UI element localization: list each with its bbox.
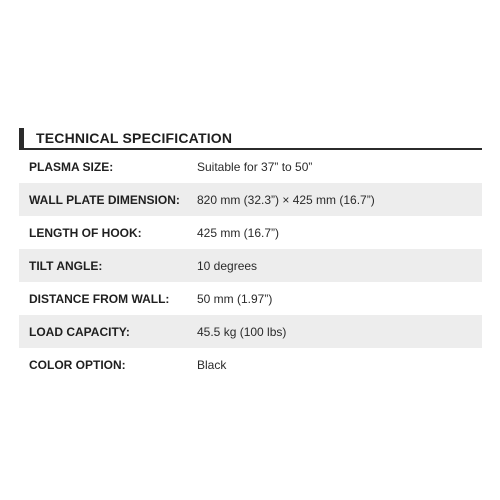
spec-row-load-capacity	[19, 315, 482, 348]
header-accent-bar	[19, 128, 24, 148]
spec-label: LENGTH OF HOOK:	[29, 225, 142, 240]
spec-title: TECHNICAL SPECIFICATION	[36, 130, 233, 146]
spec-label: LOAD CAPACITY:	[29, 324, 130, 339]
spec-row-color-option	[19, 348, 482, 381]
spec-value: 820 mm (32.3”) × 425 mm (16.7”)	[197, 192, 375, 207]
spec-value: Suitable for 37” to 50”	[197, 159, 313, 174]
spec-value: Black	[197, 357, 227, 372]
spec-value: 10 degrees	[197, 258, 258, 273]
spec-value: 50 mm (1.97”)	[197, 291, 273, 306]
spec-table	[19, 150, 482, 381]
spec-row-distance-from-wall	[19, 282, 482, 315]
technical-specification-section	[19, 128, 482, 381]
spec-row-tilt-angle	[19, 249, 482, 282]
spec-value: 425 mm (16.7”)	[197, 225, 280, 240]
spec-label: WALL PLATE DIMENSION:	[29, 192, 180, 207]
spec-label: PLASMA SIZE:	[29, 159, 114, 174]
spec-label: TILT ANGLE:	[29, 258, 103, 273]
spec-row-length-of-hook	[19, 216, 482, 249]
spec-row-wall-plate-dimension	[19, 183, 482, 216]
spec-header	[19, 128, 482, 150]
spec-row-plasma-size	[19, 150, 482, 183]
spec-label: COLOR OPTION:	[29, 357, 126, 372]
spec-value: 45.5 kg (100 lbs)	[197, 324, 287, 339]
spec-label: DISTANCE FROM WALL:	[29, 291, 170, 306]
